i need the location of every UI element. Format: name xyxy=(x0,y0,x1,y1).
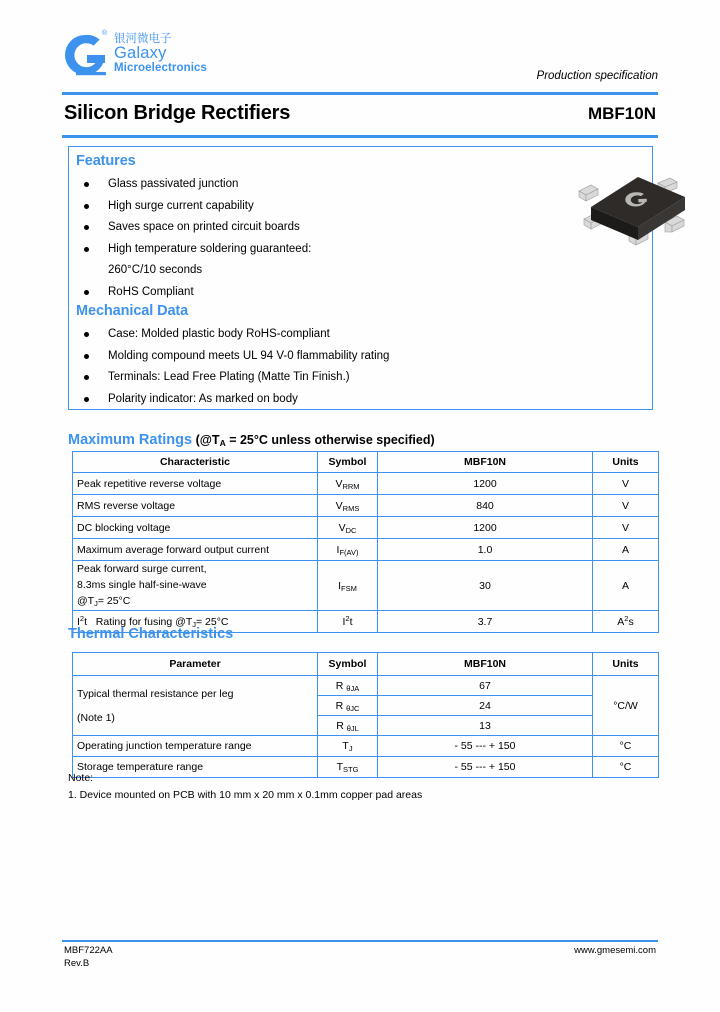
features-mechanical-panel xyxy=(68,146,653,410)
column-header-symbol: Symbol xyxy=(318,653,378,676)
cell-units: °C/W xyxy=(593,676,659,736)
feature-text: 260°C/10 seconds xyxy=(108,264,203,276)
characteristic-line-1: Peak forward surge current, xyxy=(77,563,207,575)
cell-units: $A^2s$ xyxy=(593,611,659,633)
header-rule-bottom xyxy=(62,135,658,138)
document-revision: Rev.B xyxy=(64,957,90,969)
list-item xyxy=(76,239,311,261)
brand-name-microelectronics: Microelectronics xyxy=(114,62,207,74)
cell-condition: $@T_J= 25^\circ C$ xyxy=(77,595,131,608)
registered-trademark-icon: ® xyxy=(102,30,108,37)
cell-units: °C xyxy=(593,757,659,778)
column-header-units: Units xyxy=(593,452,659,473)
cell-condition: $@T_J= 25^\circ C$ xyxy=(175,615,229,629)
cell-units: A xyxy=(593,539,659,561)
symbol-main: I xyxy=(336,543,340,556)
cell-value: 1.0 xyxy=(378,539,593,561)
list-item xyxy=(76,367,389,389)
thermal-characteristics-heading: Thermal Characteristics xyxy=(68,626,234,642)
cell-parameter: Storage temperature range xyxy=(73,757,318,778)
list-item xyxy=(76,282,311,304)
mechanical-text: Terminals: Lead Free Plating (Matte Tin Finish.) xyxy=(108,371,350,383)
document-code: MBF722AA xyxy=(64,945,113,956)
logo-text-block xyxy=(114,32,207,75)
cell-value: 13 xyxy=(378,716,593,736)
symbol-sub: θJC xyxy=(346,703,360,713)
bullet-icon xyxy=(84,290,89,295)
list-item xyxy=(76,389,389,411)
cell-parameter-thermal-resistance xyxy=(73,676,318,736)
footer-left xyxy=(64,945,113,970)
symbol-main: R xyxy=(335,699,344,712)
symbol-main: I xyxy=(338,579,342,592)
part-number: MBF10N xyxy=(587,104,656,123)
cell-units: A xyxy=(593,561,659,611)
symbol-sub: FSM xyxy=(341,583,357,593)
feature-text: Saves space on printed circuit boards xyxy=(108,221,300,233)
header-rule-top xyxy=(62,92,658,95)
cell-value: 840 xyxy=(378,495,593,517)
features-list xyxy=(76,174,311,303)
list-item xyxy=(76,217,311,239)
bullet-icon xyxy=(84,182,89,187)
page-title: Silicon Bridge Rectifiers xyxy=(64,102,291,124)
cell-symbol xyxy=(318,473,378,495)
bullet-icon xyxy=(84,375,89,380)
cell-symbol xyxy=(318,696,378,716)
mechanical-data-heading: Mechanical Data xyxy=(76,303,189,319)
suffix-sub: A xyxy=(219,438,226,448)
note-text: 1. Device mounted on PCB with 10 mm x 20 mm x 0.1mm copper pad areas xyxy=(68,789,423,801)
cell-characteristic: Maximum average forward output current xyxy=(73,539,318,561)
bullet-icon xyxy=(84,397,89,402)
thermal-characteristics-table xyxy=(72,652,659,778)
cell-symbol xyxy=(318,716,378,736)
column-header-part: MBF10N xyxy=(378,452,593,473)
mechanical-data-list xyxy=(76,324,389,410)
bullet-icon xyxy=(84,204,89,209)
table-row xyxy=(73,517,659,539)
symbol-sub: DC xyxy=(345,525,357,535)
symbol-sub: STG xyxy=(343,765,359,774)
table-row xyxy=(73,736,659,757)
feature-text: Glass passivated junction xyxy=(108,178,239,190)
cell-parameter: Operating junction temperature range xyxy=(73,736,318,757)
suffix-post: = 25°C unless otherwise specified) xyxy=(225,433,435,447)
brand-name-galaxy: Galaxy xyxy=(114,44,167,62)
cell-symbol xyxy=(318,676,378,696)
cell-units: V xyxy=(593,473,659,495)
characteristic-text: $I^2t$ Rating for fusing xyxy=(77,613,173,628)
column-header-symbol: Symbol xyxy=(318,452,378,473)
symbol-sub: RRM xyxy=(342,481,360,491)
maximum-ratings-heading-text: Maximum Ratings xyxy=(68,432,193,448)
symbol-main: T xyxy=(342,740,349,752)
cell-units: V xyxy=(593,517,659,539)
features-heading: Features xyxy=(76,153,136,169)
cell-value: 1200 xyxy=(378,473,593,495)
column-header-parameter: Parameter xyxy=(73,653,318,676)
symbol-main: V xyxy=(335,499,343,512)
mechanical-text: Case: Molded plastic body RoHS-compliant xyxy=(108,328,330,340)
column-header-part: MBF10N xyxy=(378,653,593,676)
cell-symbol xyxy=(318,495,378,517)
maximum-ratings-heading xyxy=(68,432,435,448)
parameter-line-1: Typical thermal resistance per leg xyxy=(77,687,234,700)
list-item xyxy=(76,174,311,196)
parameter-line-2: (Note 1) xyxy=(77,711,115,724)
table-header-row xyxy=(73,452,659,473)
cell-value: 67 xyxy=(378,676,593,696)
list-item xyxy=(76,324,389,346)
package-photo-icon xyxy=(565,165,705,255)
symbol-main: V xyxy=(335,477,343,490)
symbol-sub: θJA xyxy=(346,683,360,693)
feature-text: High surge current capability xyxy=(108,199,254,212)
production-specification-label: Production specification xyxy=(536,70,658,82)
feature-text: RoHS Compliant xyxy=(108,285,194,298)
cell-symbol xyxy=(318,736,378,757)
maximum-ratings-heading-suffix xyxy=(192,433,435,447)
page-header xyxy=(62,28,658,90)
cell-characteristic-multiline xyxy=(73,561,318,611)
cell-value: 30 xyxy=(378,561,593,611)
mechanical-text: Molding compound meets UL 94 V-0 flammability rating xyxy=(108,349,390,362)
symbol-main: V xyxy=(338,521,346,534)
symbol-sub: J xyxy=(348,744,353,753)
title-row xyxy=(62,102,658,132)
symbol-main: T xyxy=(336,761,343,773)
cell-units: V xyxy=(593,495,659,517)
table-row xyxy=(73,539,659,561)
characteristic-line-2: 8.3ms single half-sine-wave xyxy=(77,579,207,591)
note-block xyxy=(68,770,422,804)
table-row xyxy=(73,473,659,495)
cell-value: - 55 --- + 150 xyxy=(378,757,593,778)
bullet-icon xyxy=(84,225,89,230)
cell-symbol: $I^2t$ xyxy=(318,611,378,633)
cell-symbol xyxy=(318,539,378,561)
maximum-ratings-table xyxy=(72,451,659,633)
footer-rule xyxy=(62,940,658,942)
cell-symbol xyxy=(318,517,378,539)
cell-units: °C xyxy=(593,736,659,757)
note-label: Note: xyxy=(68,772,94,784)
symbol-main: R xyxy=(336,719,344,732)
bullet-icon xyxy=(84,354,89,359)
galaxy-g-logo-icon xyxy=(62,32,108,78)
column-header-characteristic: Characteristic xyxy=(73,452,318,473)
bullet-icon xyxy=(84,247,89,252)
list-item xyxy=(76,196,311,218)
cell-characteristic: RMS reverse voltage xyxy=(73,495,318,517)
symbol-sub: θJL xyxy=(346,723,359,733)
symbol-sub: F(AV) xyxy=(339,547,359,557)
table-row xyxy=(73,561,659,611)
brand-name-chinese: 银河微电子 xyxy=(114,31,172,45)
cell-characteristic: DC blocking voltage xyxy=(73,517,318,539)
cell-value: 24 xyxy=(378,696,593,716)
symbol-sub: RMS xyxy=(342,503,360,513)
column-header-units: Units xyxy=(593,653,659,676)
list-item xyxy=(76,346,389,368)
footer-website[interactable]: www.gmesemi.com xyxy=(574,945,656,956)
mechanical-text: Polarity indicator: As marked on body xyxy=(108,392,298,405)
bullet-icon xyxy=(84,332,89,337)
feature-text: High temperature soldering guaranteed: xyxy=(108,242,312,255)
cell-symbol xyxy=(318,561,378,611)
cell-characteristic: Peak repetitive reverse voltage xyxy=(73,473,318,495)
symbol-main: R xyxy=(335,679,344,692)
list-item-continuation xyxy=(76,260,311,282)
table-row xyxy=(73,676,659,696)
cell-value: 1200 xyxy=(378,517,593,539)
table-header-row xyxy=(73,653,659,676)
cell-value: 3.7 xyxy=(378,611,593,633)
suffix-pre: (@T xyxy=(195,433,220,447)
company-logo xyxy=(62,32,207,78)
cell-value: - 55 --- + 150 xyxy=(378,736,593,757)
table-row xyxy=(73,495,659,517)
